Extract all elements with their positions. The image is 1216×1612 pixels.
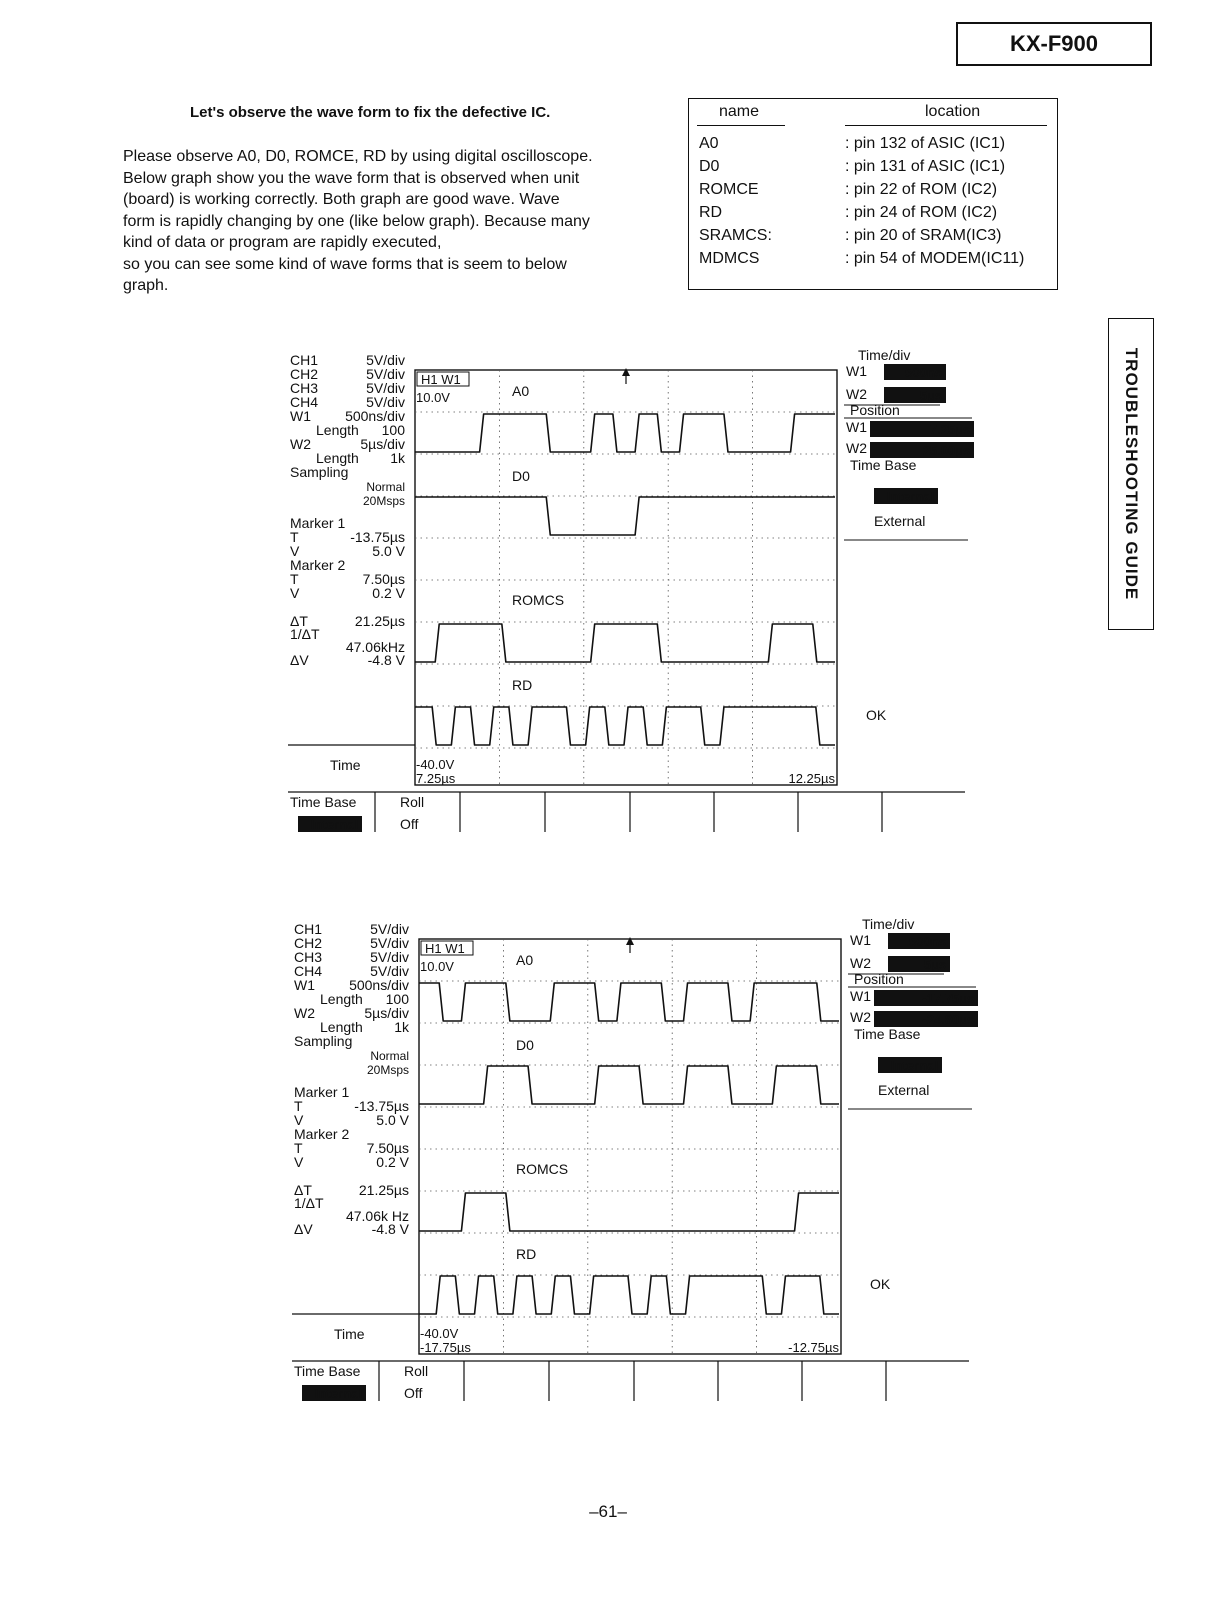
setting-value: 5V/div [370,935,409,951]
time-start: 7.25µs [416,771,456,786]
channel-label-rd: RD [512,677,533,693]
position-w1-label: W1 [846,419,867,435]
oscilloscope-capture-2 [292,916,978,1401]
setting-value: 1k [394,1019,409,1035]
delta-label: ΔV [294,1221,313,1237]
signal-location: : pin 131 of ASIC (IC1) [845,158,1006,175]
waveform-d0 [415,497,835,535]
w1-value [884,364,946,380]
setting-label: Length [320,1019,363,1035]
intro-line: Please observe A0, D0, ROMCE, RD by using digital oscilloscope. [123,148,593,165]
position-w2-value [874,1011,978,1027]
setting-value: 500ns/div [349,977,409,993]
waveform-romcs [415,624,835,662]
intro-line: kind of data or program are rapidly executed, [123,234,442,251]
roll-label: Roll [400,794,425,810]
marker-value: 7.50µs [366,1140,409,1156]
delta-value: 21.25µs [358,1182,409,1198]
position-w1-value-text: -17.75µs [922,991,974,1006]
delta-label: ΔV [290,652,309,668]
signal-name: SRAMCS: [699,227,772,244]
marker-label: V [294,1154,304,1170]
channel-label-a0: A0 [512,383,530,399]
marker-label: V [290,543,300,559]
signal-name: ROMCE [699,181,759,198]
position-w1-value [874,990,978,1006]
setting-label: CH3 [290,380,319,396]
marker-label: T [294,1098,303,1114]
time-base-label: Time Base [854,1026,921,1042]
marker-value: -13.75µs [350,529,405,545]
setting-value: 5V/div [370,921,409,937]
intro-line: form is rapidly changing by one (like below graph). Because many [123,212,590,230]
setting-label: Sampling [294,1033,353,1049]
external-label: External [874,513,926,529]
setting-label: CH2 [290,366,319,382]
delta-label: 1/ΔT [294,1195,324,1211]
setting-value: 1k [390,450,405,466]
marker-value: 5.0 V [372,543,405,559]
marker-label: Marker 2 [290,557,346,573]
position-w1-value-text: 7.25µs [929,422,970,437]
table-header-name: name [719,103,760,120]
delta-value: 47.06kHz [345,639,405,655]
setting-value: 100 [381,422,405,438]
delta-label: ΔT [290,613,308,629]
position-w2-label: W2 [850,1009,871,1025]
setting-value: 5V/div [366,380,405,396]
setting-value: Normal [370,1049,409,1063]
timebase-label: Time Base [290,794,357,810]
w1-value [888,933,950,949]
marker-label: V [290,585,300,601]
bottom-voltage: -40.0V [416,757,455,772]
external-label: External [878,1082,930,1098]
position-w1-label: W1 [850,988,871,1004]
time-label: Time [330,757,361,773]
delta-value: -4.8 V [371,1221,409,1237]
position-label: Position [854,971,904,987]
marker-label: V [294,1112,304,1128]
screen-header: H1 W1 [421,372,461,387]
marker-label: Marker 2 [294,1126,350,1142]
timebase-value-text: Internal [315,1386,362,1401]
time-base-label: Time Base [850,457,917,473]
channel-label-romcs: ROMCS [512,592,565,608]
marker-value: -13.75µs [354,1098,409,1114]
waveform-d0 [419,1066,839,1104]
setting-value: 5V/div [370,963,409,979]
delta-value: -4.8 V [367,652,405,668]
roll-label: Roll [404,1363,429,1379]
position-w2-value-text: 25.00µs [922,443,970,458]
oscilloscope-capture-1 [288,347,974,832]
signal-name: D0 [699,158,720,175]
internal-button [874,488,938,504]
roll-value: Off [404,1385,423,1401]
position-w2-value [870,442,974,458]
setting-label: CH2 [294,935,323,951]
channel-label-d0: D0 [516,1037,534,1053]
delta-value: 21.25µs [354,613,405,629]
channel-label-rd: RD [516,1246,537,1262]
setting-value: Normal [366,480,405,494]
w1-value-text: 500ns [905,365,942,380]
setting-label: CH4 [290,394,319,410]
time-label: Time [334,1326,365,1342]
setting-value: 20Msps [366,1063,409,1077]
bottom-voltage: -40.0V [420,1326,459,1341]
w1-value-text: 500ns [909,934,946,949]
channel-label-d0: D0 [512,468,530,484]
signal-location: : pin 24 of ROM (IC2) [845,204,998,221]
setting-label: Length [316,450,359,466]
time-div-label: Time/div [858,347,911,363]
timebase-value [298,816,362,832]
w2-value-text: 5µs [920,388,942,403]
channel-label-a0: A0 [516,952,534,968]
setting-label: W1 [290,408,311,424]
setting-value: 5V/div [370,949,409,965]
setting-label: CH1 [294,921,323,937]
w2-label: W2 [850,955,871,971]
timebase-value-text: Internal [311,817,358,832]
marker-value: 0.2 V [372,585,405,601]
time-end: 12.25µs [788,771,835,786]
delta-label: 1/ΔT [290,626,320,642]
marker-label: T [290,529,299,545]
reference-voltage: 10.0V [420,959,454,974]
signal-location: : pin 22 of ROM (IC2) [845,181,998,198]
setting-label: Length [316,422,359,438]
position-w2-label: W2 [846,440,867,456]
setting-label: Length [320,991,363,1007]
setting-value: 500ns/div [345,408,405,424]
w2-value [888,956,950,972]
waveform-romcs [419,1193,839,1231]
setting-value: 5µs/div [364,1005,409,1021]
delta-label: ΔT [294,1182,312,1198]
marker-value: 0.2 V [376,1154,409,1170]
intro-line: so you can see some kind of wave forms that is seem to below [123,255,567,273]
setting-label: Sampling [290,464,349,480]
setting-label: CH1 [290,352,319,368]
setting-value: 5µs/div [360,436,405,452]
waveform-rd [419,1276,839,1314]
marker-label: T [290,571,299,587]
timebase-value [302,1385,366,1401]
setting-value: 5V/div [366,366,405,382]
time-div-label: Time/div [862,916,915,932]
waveform-a0 [415,414,835,452]
w1-label: W1 [850,932,871,948]
internal-button-text: Internal [887,489,934,504]
signal-name: RD [699,204,723,221]
ok-label: OK [866,707,887,723]
setting-value: 100 [385,991,409,1007]
signal-location: : pin 54 of MODEM(IC11) [845,250,1025,267]
intro-line: graph. [123,277,169,294]
page-number: –61– [589,1502,627,1521]
channel-label-romcs: ROMCS [516,1161,569,1177]
signal-location: : pin 20 of SRAM(IC3) [845,227,1002,244]
signal-location: : pin 132 of ASIC (IC1) [845,135,1006,152]
signal-name: MDMCS [699,250,760,267]
position-w2-value-text: -24.80µs [922,1012,974,1027]
position-label: Position [850,402,900,418]
setting-value: 5V/div [366,352,405,368]
intro-line: (board) is working correctly. Both graph are good wave. Wave [123,191,560,208]
delta-value: 47.06k Hz [345,1208,409,1224]
w2-label: W2 [846,386,867,402]
marker-label: Marker 1 [290,515,346,531]
time-end: -12.75µs [788,1340,839,1355]
internal-button-text: Internal [891,1058,938,1073]
marker-value: 7.50µs [362,571,405,587]
marker-label: Marker 1 [294,1084,350,1100]
setting-label: W2 [290,436,311,452]
setting-label: CH4 [294,963,323,979]
marker-label: T [294,1140,303,1156]
setting-label: W2 [294,1005,315,1021]
internal-button [878,1057,942,1073]
intro-line: Below graph show you the wave form that is observed when unit [123,169,580,187]
waveform-rd [415,707,835,745]
screen-header: H1 W1 [425,941,465,956]
time-start: -17.75µs [420,1340,471,1355]
setting-value: 5V/div [366,394,405,410]
model-label: KX-F900 [1009,31,1099,56]
marker-value: 5.0 V [376,1112,409,1128]
roll-value: Off [400,816,419,832]
trigger-arrow-icon [622,368,630,376]
signal-name: A0 [699,135,719,152]
setting-label: W1 [294,977,315,993]
setting-label: CH3 [294,949,323,965]
w2-value-text: 5µs [924,957,946,972]
w1-label: W1 [846,363,867,379]
ok-label: OK [870,1276,891,1292]
reference-voltage: 10.0V [416,390,450,405]
side-tab-label: TROUBLESHOOTING GUIDE [1122,347,1141,601]
trigger-arrow-icon [626,937,634,945]
waveform-a0 [419,983,839,1021]
table-header-location: location [925,103,981,120]
section-heading: Let's observe the wave form to fix the defective IC. [190,104,551,121]
position-w1-value [870,421,974,437]
timebase-label: Time Base [294,1363,361,1379]
w2-value [884,387,946,403]
setting-value: 20Msps [362,494,405,508]
